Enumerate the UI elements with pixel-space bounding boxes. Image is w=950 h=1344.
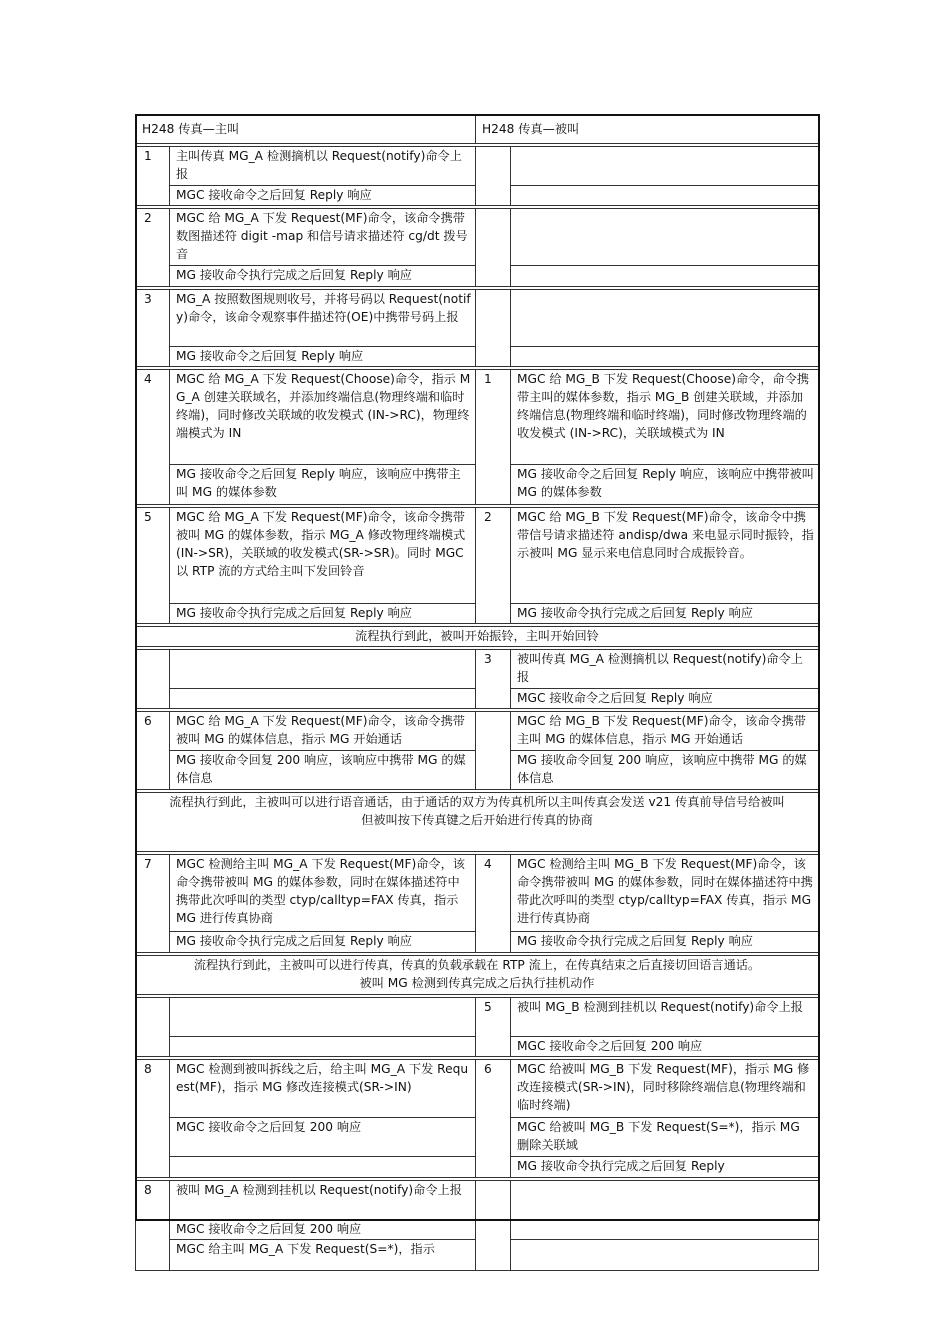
caller-step-number: 8 xyxy=(136,1060,170,1178)
table-row xyxy=(136,650,819,689)
caller-step-text: MGC 给主叫 MG_A 下发 Request(S=*)，指示 xyxy=(170,1240,476,1271)
section-note-row xyxy=(136,793,819,852)
caller-step-text: MGC 检测给主叫 MG_A 下发 Request(MF)命令，该命令携带被叫 MG 的媒体参数，同时在媒体描述符中携带此次呼叫的类型 ctyp/calltyp=FAX 传真，指示 MG 进行传真协商 xyxy=(170,855,476,932)
callee-step-text: MG 接收命令之后回复 Reply 响应，该响应中携带被叫 MG 的媒体参数 xyxy=(511,465,819,505)
caller-step-text: MGC 给 MG_A 下发 Request(MF)命令，该命令携带被叫 MG 的媒体信息，指示 MG 开始通话 xyxy=(170,712,476,751)
callee-step-text xyxy=(511,1220,819,1240)
caller-step-number: 5 xyxy=(136,508,170,624)
caller-step-text: MGC 检测到被叫拆线之后，给主叫 MG_A 下发 Request(MF)，指示 MG 修改连接模式(SR->IN) xyxy=(170,1060,476,1118)
callee-step-number xyxy=(476,209,511,287)
callee-step-text: MGC 给 MG_B 下发 Request(MF)命令，该命令中携带信号请求描述符 andisp/dwa 来电显示同时振铃，指示被叫 MG 显示来电信息同时合成振铃音。 xyxy=(511,508,819,604)
callee-step-number: 1 xyxy=(476,370,511,505)
caller-step-text xyxy=(170,650,476,689)
section-note: 流程执行到此，主被叫可以进行语音通话，由于通话的双方为传真机所以主叫传真会发送 v21 传真前导信号给被叫 但被叫按下传真键之后开始进行传真的协商 xyxy=(136,793,819,852)
caller-step-text: MGC 给 MG_A 下发 Request(MF)命令，该命令携带被叫 MG 的媒体参数，指示 MG_A 修改物理终端模式(IN->SR)，关联域的收发模式(SR->SR)。同时 MGC 以 RTP 流的方式给主叫下发回铃音 xyxy=(170,508,476,604)
callee-step-text xyxy=(511,209,819,266)
callee-step-text xyxy=(511,266,819,287)
section-note: 流程执行到此，主被叫可以进行传真，传真的负载承载在 RTP 流上，在传真结束之后直接切回语言通话。 被叫 MG 检测到传真完成之后执行挂机动作 xyxy=(136,956,819,995)
table-row xyxy=(136,855,819,932)
section-note-row xyxy=(136,627,819,647)
table-row xyxy=(136,998,819,1037)
caller-step-text xyxy=(170,1037,476,1057)
table-row xyxy=(136,290,819,347)
caller-step-number xyxy=(136,650,170,709)
caller-step-text: MG 接收命令执行完成之后回复 Reply 响应 xyxy=(170,604,476,624)
callee-step-number xyxy=(476,290,511,367)
callee-step-text xyxy=(511,290,819,347)
caller-step-number: 7 xyxy=(136,855,170,953)
caller-step-text: 被叫 MG_A 检测到挂机以 Request(notify)命令上报 xyxy=(170,1181,476,1220)
callee-step-text xyxy=(511,1181,819,1220)
callee-step-text: 被叫 MG_B 检测到挂机以 Request(notify)命令上报 xyxy=(511,998,819,1037)
caller-step-text: 主叫传真 MG_A 检测摘机以 Request(notify)命令上报 xyxy=(170,147,476,186)
caller-step-number: 4 xyxy=(136,370,170,505)
caller-step-number: 2 xyxy=(136,209,170,287)
callee-step-text: MGC 给被叫 MG_B 下发 Request(MF)，指示 MG 修改连接模式(SR->IN)，同时移除终端信息(物理终端和临时终端) xyxy=(511,1060,819,1118)
table-row xyxy=(136,1181,819,1220)
caller-step-text: MGC 接收命令之后回复 200 响应 xyxy=(170,1118,476,1157)
callee-step-text xyxy=(511,186,819,206)
caller-step-number: 3 xyxy=(136,290,170,367)
table-row xyxy=(136,508,819,604)
header-callee: H248 传真—被叫 xyxy=(476,115,819,144)
caller-step-number: 6 xyxy=(136,712,170,790)
callee-step-number xyxy=(476,712,511,790)
callee-step-number xyxy=(476,1181,511,1271)
callee-step-text xyxy=(511,1240,819,1271)
table-row xyxy=(136,147,819,186)
header-caller: H248 传真—主叫 xyxy=(136,115,476,144)
callee-step-text: MGC 接收命令之后回复 Reply 响应 xyxy=(511,689,819,709)
callee-step-text xyxy=(511,147,819,186)
callee-step-text: MG 接收命令回复 200 响应，该响应中携带 MG 的媒体信息 xyxy=(511,751,819,790)
caller-step-text: MG 接收命令执行完成之后回复 Reply 响应 xyxy=(170,932,476,953)
callee-step-text: MGC 检测给主叫 MG_B 下发 Request(MF)命令，该命令携带被叫 MG 的媒体参数，同时在媒体描述符中携带此次呼叫的类型 ctyp/calltyp=FAX 传真，指示 MG 进行传真协商 xyxy=(511,855,819,932)
callee-step-text: MGC 接收命令之后回复 200 响应 xyxy=(511,1037,819,1057)
table-row xyxy=(136,209,819,266)
callee-step-text: MGC 给 MG_B 下发 Request(MF)命令，该命令携带主叫 MG 的媒体信息，指示 MG 开始通话 xyxy=(511,712,819,751)
caller-step-text: MG_A 按照数图规则收号，并将号码以 Request(notify)命令，该命令观察事件描述符(OE)中携带号码上报 xyxy=(170,290,476,347)
caller-step-number: 8 xyxy=(136,1181,170,1271)
callee-step-text: MGC 给被叫 MG_B 下发 Request(S=*)，指示 MG 删除关联域 xyxy=(511,1118,819,1157)
callee-step-number: 3 xyxy=(476,650,511,709)
caller-step-number xyxy=(136,998,170,1057)
caller-step-number: 1 xyxy=(136,147,170,206)
table-row xyxy=(136,370,819,465)
caller-step-text: MGC 接收命令之后回复 Reply 响应 xyxy=(170,186,476,206)
callee-step-text: MG 接收命令执行完成之后回复 Reply 响应 xyxy=(511,604,819,624)
section-note-row xyxy=(136,956,819,995)
caller-step-text xyxy=(170,1157,476,1178)
caller-step-text: MGC 给 MG_A 下发 Request(MF)命令，该命令携带数图描述符 digit -map 和信号请求描述符 cg/dt 拨号音 xyxy=(170,209,476,266)
table-body xyxy=(136,115,819,1271)
caller-step-text: MGC 给 MG_A 下发 Request(Choose)命令，指示 MG_A 创建关联域名，并添加终端信息(物理终端和临时终端)，同时修改关联域的收发模式 (IN->RC)，物理终端模式为 IN xyxy=(170,370,476,465)
table-row xyxy=(136,712,819,751)
callee-step-text: MG 接收命令执行完成之后回复 Reply 响应 xyxy=(511,932,819,953)
table-row xyxy=(136,1060,819,1118)
callee-step-text xyxy=(511,347,819,367)
caller-step-text: MG 接收命令之后回复 Reply 响应 xyxy=(170,347,476,367)
callee-step-text: MGC 给 MG_B 下发 Request(Choose)命令，命令携带主叫的媒体参数，指示 MG_B 创建关联域，并添加终端信息(物理终端和临时终端)，同时修改物理终端的收发模式 (IN->RC)，关联域模式为 IN xyxy=(511,370,819,465)
callee-step-number: 4 xyxy=(476,855,511,953)
callee-step-text: 被叫传真 MG_A 检测摘机以 Request(notify)命令上报 xyxy=(511,650,819,689)
callee-step-text: MG 接收命令执行完成之后回复 Reply xyxy=(511,1157,819,1178)
caller-step-text: MG 接收命令回复 200 响应，该响应中携带 MG 的媒体信息 xyxy=(170,751,476,790)
header-row xyxy=(136,115,819,144)
callee-step-number: 2 xyxy=(476,508,511,624)
caller-step-text: MG 接收命令之后回复 Reply 响应，该响应中携带主叫 MG 的媒体参数 xyxy=(170,465,476,505)
caller-step-text: MG 接收命令执行完成之后回复 Reply 响应 xyxy=(170,266,476,287)
document-table-container xyxy=(135,114,818,1256)
callee-step-number xyxy=(476,147,511,206)
caller-step-text: MGC 接收命令之后回复 200 响应 xyxy=(170,1220,476,1240)
caller-step-text xyxy=(170,689,476,709)
caller-step-text xyxy=(170,998,476,1037)
h248-fax-flow-table xyxy=(135,114,819,1271)
section-note: 流程执行到此，被叫开始振铃，主叫开始回铃 xyxy=(136,627,819,647)
callee-step-number: 5 xyxy=(476,998,511,1057)
callee-step-number: 6 xyxy=(476,1060,511,1178)
